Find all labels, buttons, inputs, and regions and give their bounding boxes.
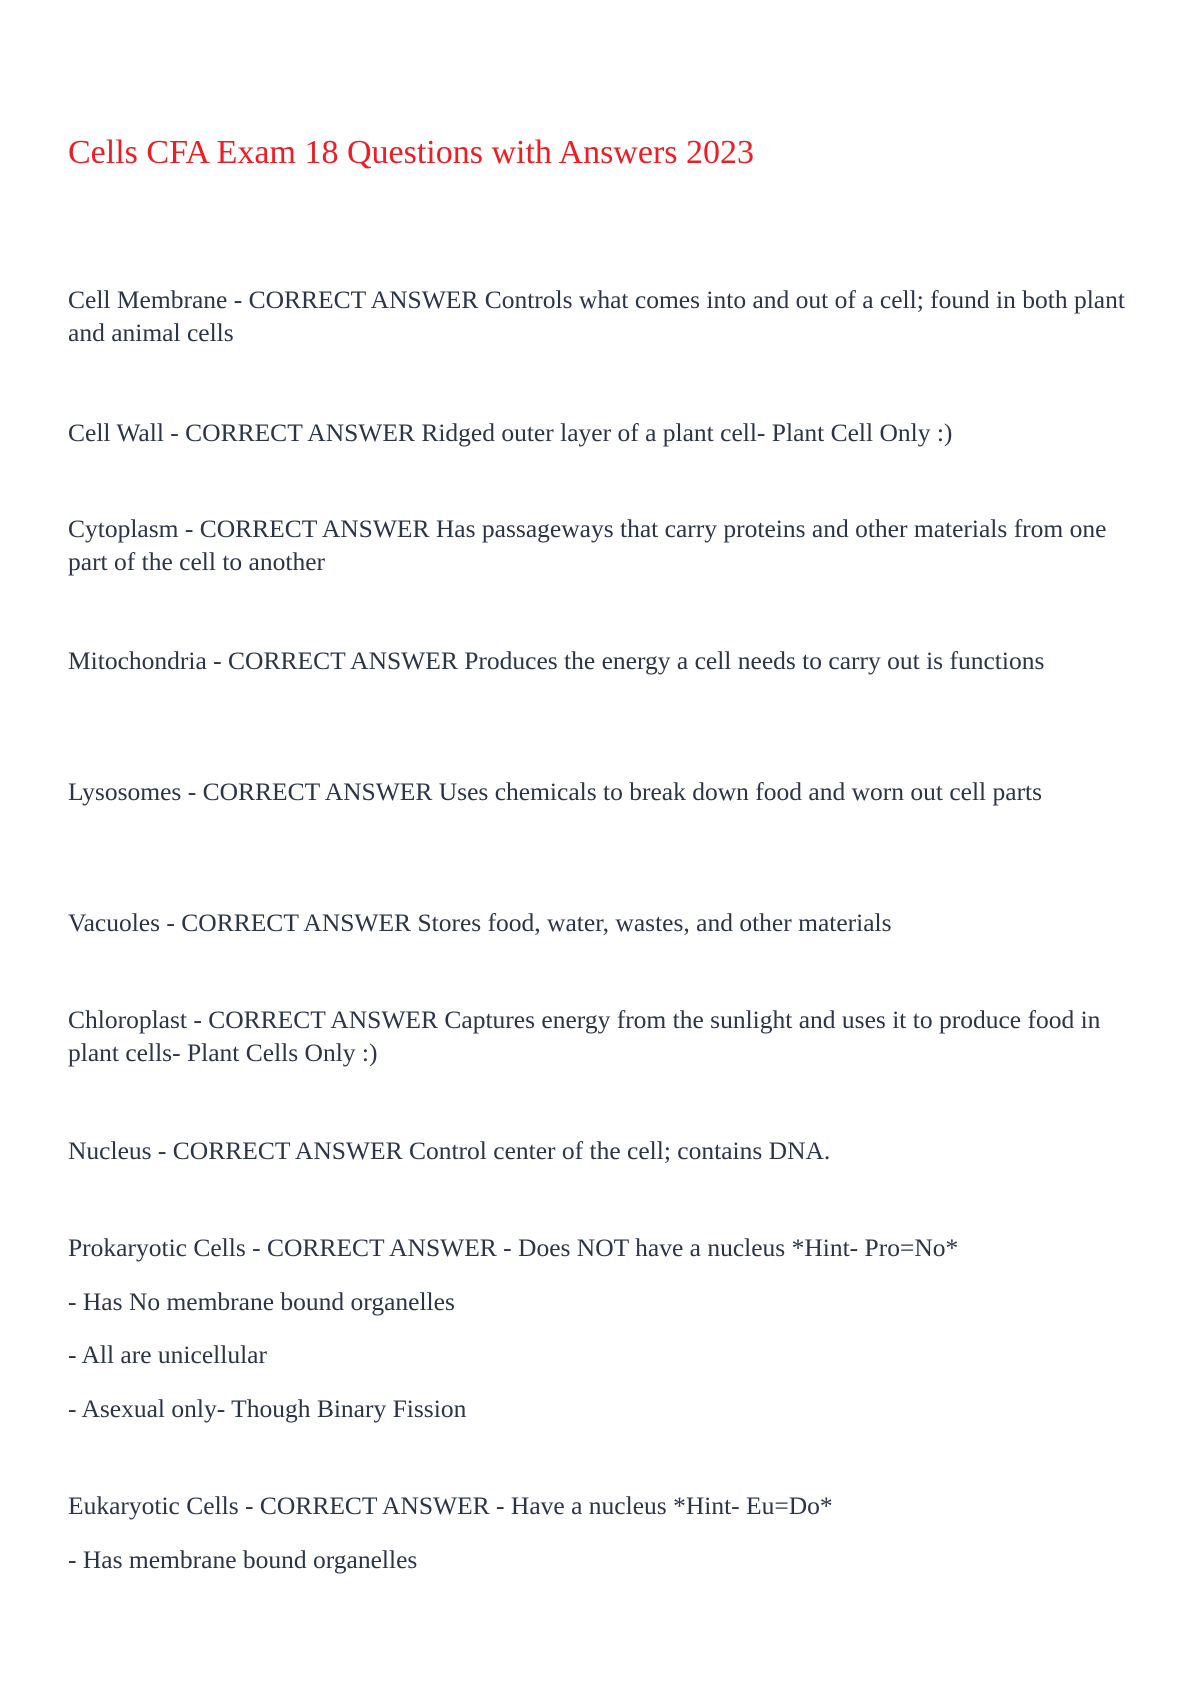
entry-vacuoles: Vacuoles - CORRECT ANSWER Stores food, water, wastes, and other materials [68, 908, 892, 937]
eukaryotic-subline: - Has membrane bound organelles [68, 1545, 418, 1574]
entry-chloroplast: Chloroplast - CORRECT ANSWER Captures energy from the sunlight and uses it to produce food in plant cells- Plant Cells Only :) [68, 1005, 1101, 1067]
document-title: Cells CFA Exam 18 Questions with Answers 2023 [68, 134, 754, 171]
prokaryotic-subline: - Has No membrane bound organelles [68, 1287, 455, 1316]
prokaryotic-subline: - All are unicellular [68, 1340, 267, 1369]
entry-mitochondria: Mitochondria - CORRECT ANSWER Produces the energy a cell needs to carry out is functions [68, 646, 1045, 675]
entry-cytoplasm: Cytoplasm - CORRECT ANSWER Has passageways that carry proteins and other materials from one part of the cell to another [68, 514, 1107, 576]
entry-prokaryotic-cells: Prokaryotic Cells - CORRECT ANSWER - Does NOT have a nucleus *Hint- Pro=No* [68, 1233, 959, 1262]
entry-nucleus: Nucleus - CORRECT ANSWER Control center of the cell; contains DNA. [68, 1136, 831, 1165]
prokaryotic-subline: - Asexual only- Though Binary Fission [68, 1394, 467, 1423]
entry-cell-membrane: Cell Membrane - CORRECT ANSWER Controls what comes into and out of a cell; found in both plant and animal cells [68, 285, 1125, 347]
entry-eukaryotic-cells: Eukaryotic Cells - CORRECT ANSWER - Have a nucleus *Hint- Eu=Do* [68, 1491, 833, 1520]
entry-cell-wall: Cell Wall - CORRECT ANSWER Ridged outer layer of a plant cell- Plant Cell Only :) [68, 418, 953, 447]
entry-lysosomes: Lysosomes - CORRECT ANSWER Uses chemicals to break down food and worn out cell parts [68, 777, 1043, 806]
